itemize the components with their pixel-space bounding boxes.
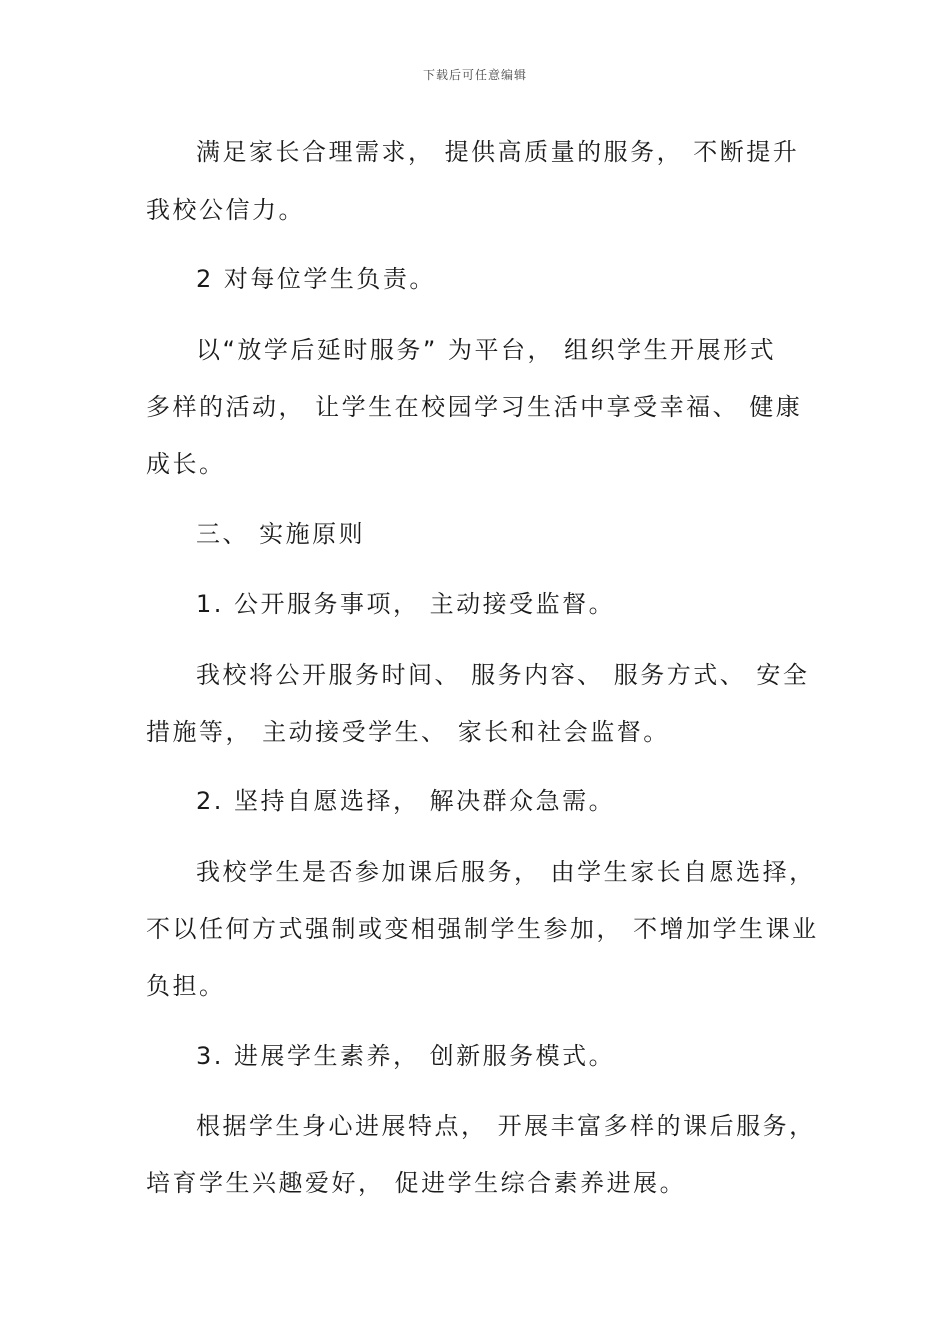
paragraph-3-line-3: 成长。 bbox=[146, 450, 226, 478]
principle-3-heading: 3. 进展学生素养， 创新服务模式。 bbox=[196, 1042, 616, 1070]
paragraph-2-line-1: 2 对每位学生负责。 bbox=[196, 265, 436, 293]
page-header-note: 下载后可任意编辑 bbox=[422, 68, 527, 82]
paragraph-8-line-1: 我校学生是否参加课后服务， 由学生家长自愿选择， bbox=[196, 858, 816, 886]
paragraph-6-line-2: 措施等， 主动接受学生、 家长和社会监督。 bbox=[146, 718, 670, 746]
paragraph-3-line-1: 以“放学后延时服务” 为平台， 组织学生开展形式 bbox=[196, 336, 777, 364]
paragraph-8-line-2: 不以任何方式强制或变相强制学生参加， 不增加学生课业 bbox=[146, 915, 819, 943]
paragraph-10-line-2: 培育学生兴趣爱好， 促进学生综合素养进展。 bbox=[146, 1169, 687, 1197]
paragraph-8-line-3: 负担。 bbox=[146, 972, 226, 1000]
paragraph-3-line-2: 多样的活动， 让学生在校园学习生活中享受幸福、 健康 bbox=[146, 393, 803, 421]
paragraph-10-line-1: 根据学生身心进展特点， 开展丰富多样的课后服务， bbox=[196, 1112, 816, 1140]
paragraph-1-line-1: 满足家长合理需求， 提供高质量的服务， 不断提升 bbox=[196, 138, 800, 166]
paragraph-1-line-2: 我校公信力。 bbox=[146, 196, 305, 224]
paragraph-6-line-1: 我校将公开服务时间、 服务内容、 服务方式、 安全 bbox=[196, 661, 810, 689]
section-heading: 三、 实施原则 bbox=[196, 520, 366, 548]
principle-1-heading: 1. 公开服务事项， 主动接受监督。 bbox=[196, 590, 616, 618]
principle-2-heading: 2. 坚持自愿选择， 解决群众急需。 bbox=[196, 787, 616, 815]
